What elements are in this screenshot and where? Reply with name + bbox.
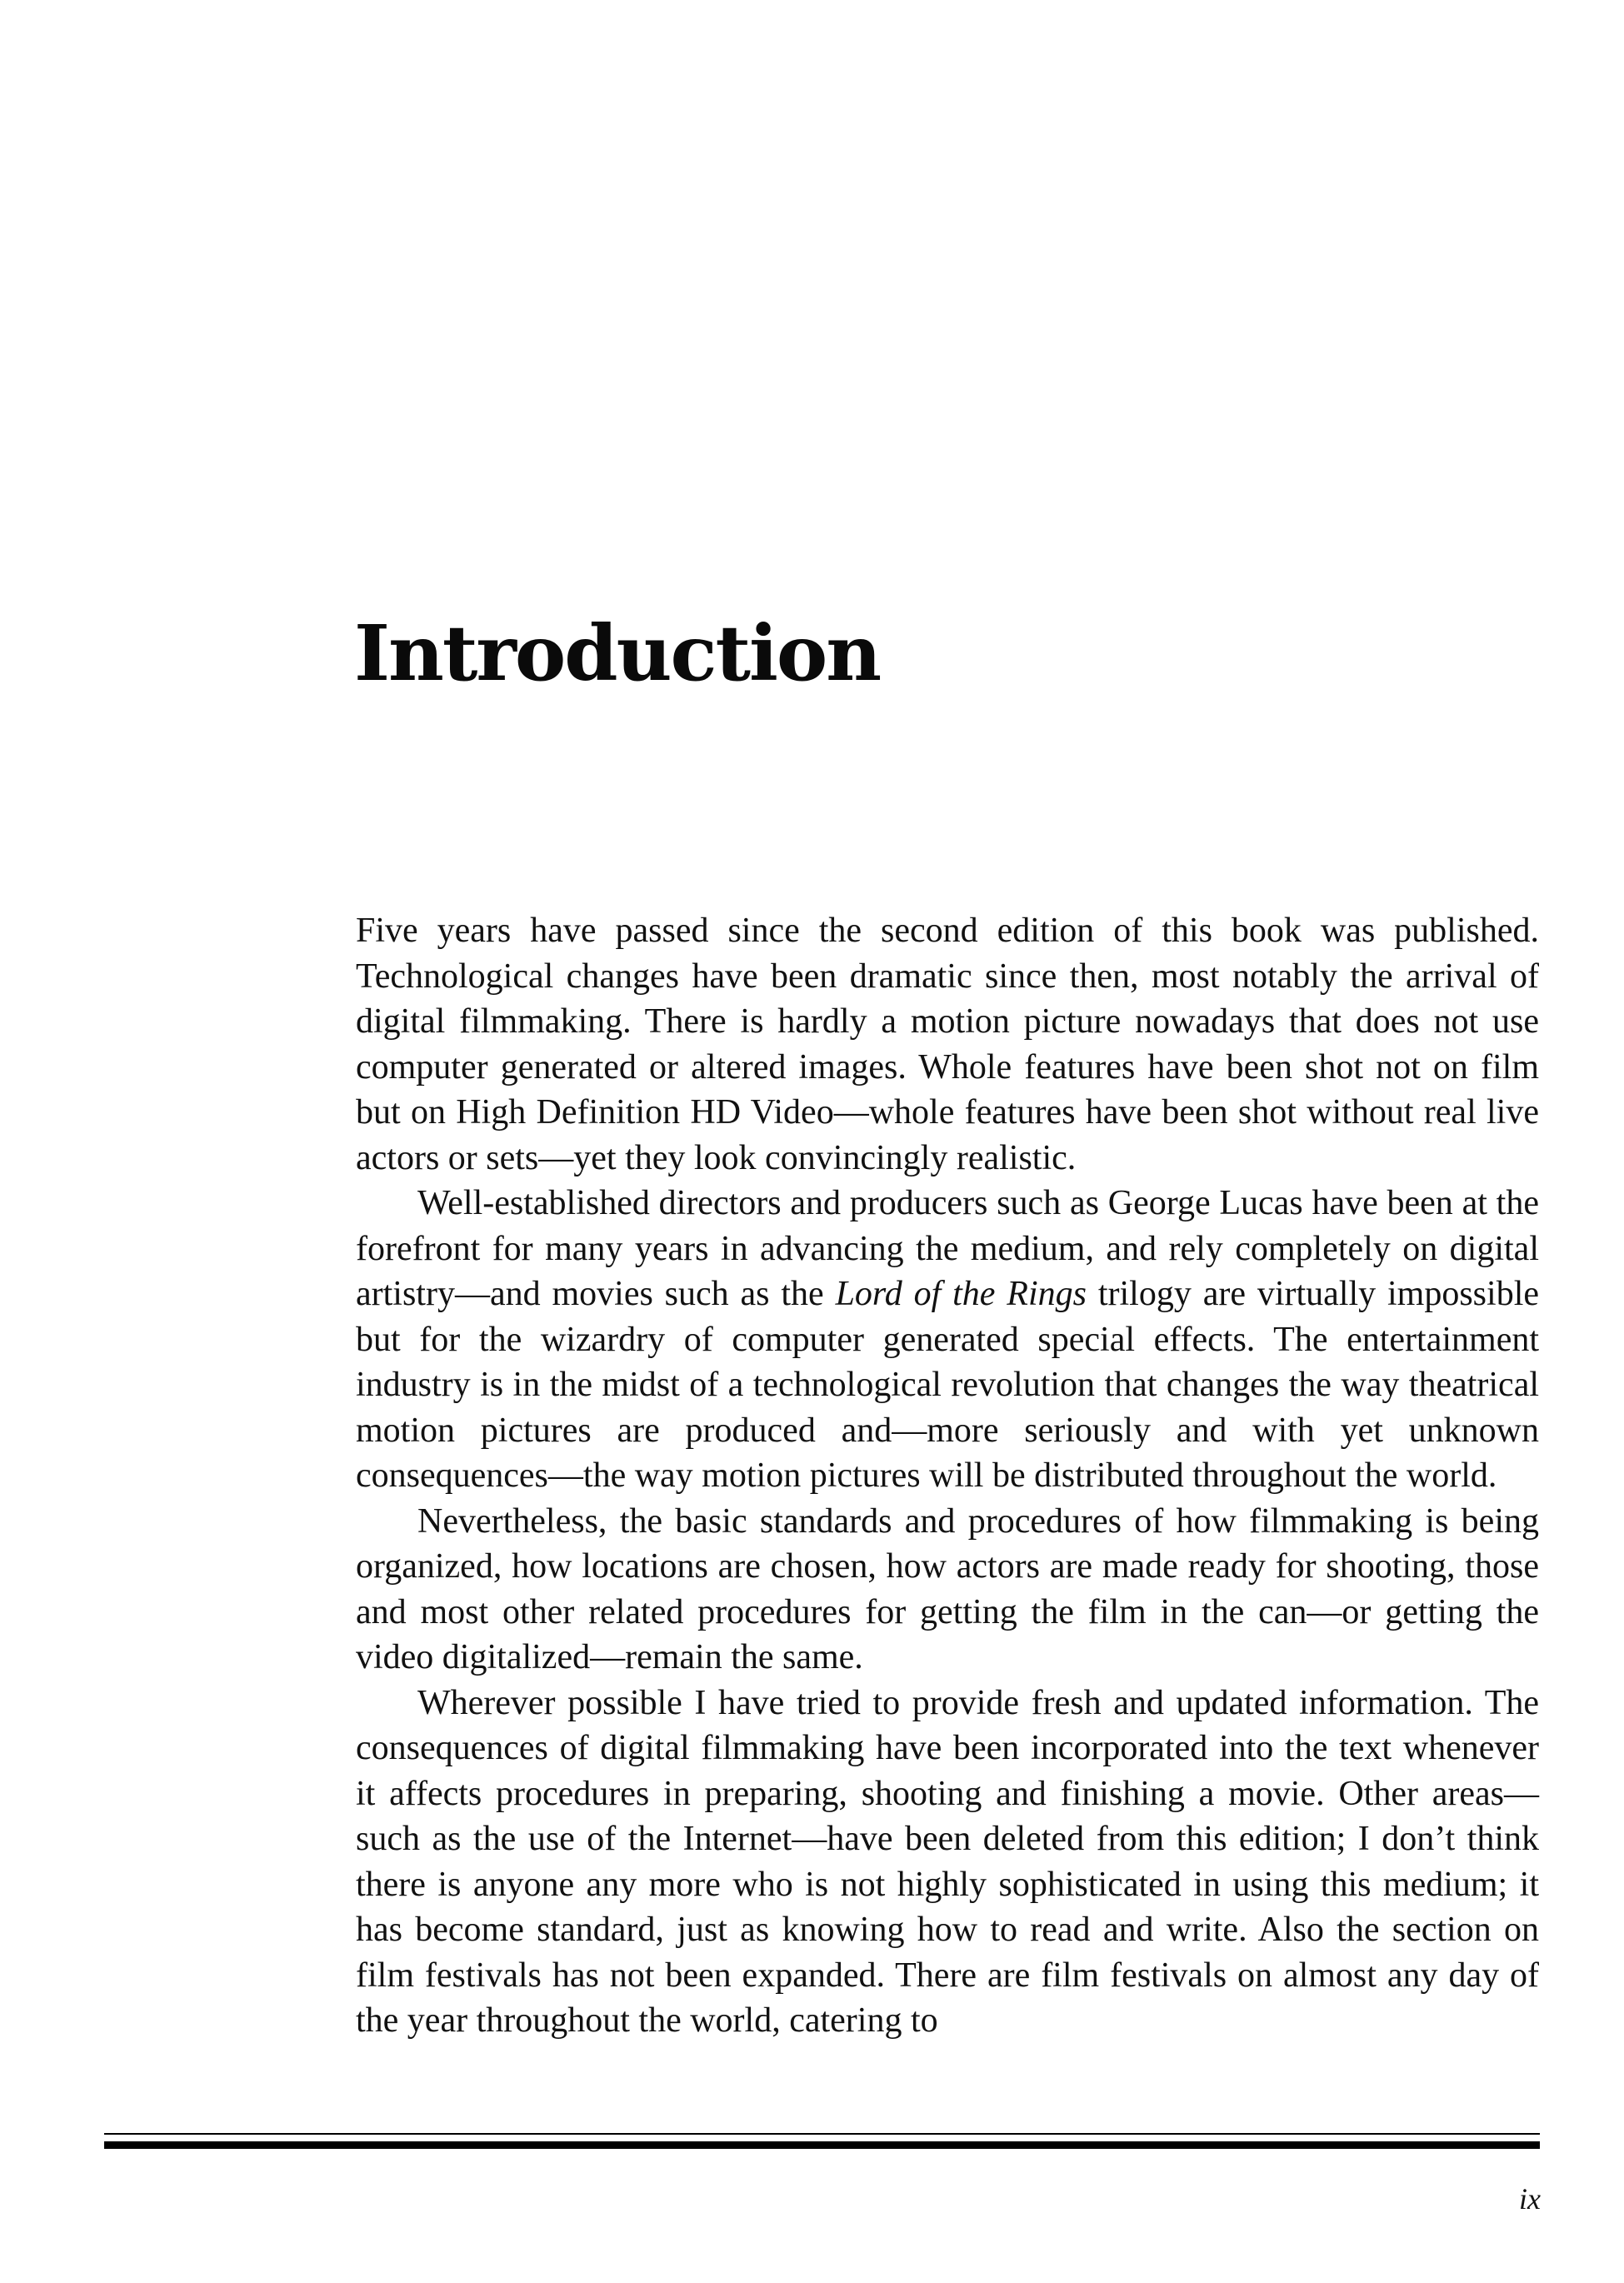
paragraph-1: Five years have passed since the second edition of this book was published. Technological changes have been dramatic since then, most notably the arrival of digital filmmaking. There is hardly a motion picture nowadays that does not use computer generated or altered images. Whole features have been shot not on film but on High Definition HD Video—whole features have been shot without real live actors or sets—yet they look convincingly realistic. — [356, 912, 1539, 1177]
paragraph-2-before: Well-established directors and producers such as George Lucas have been at the forefront for many years in advancing the medium, and rely completely on digital artistry—and movies such as the — [356, 1184, 1539, 1313]
paragraph-3: Nevertheless, the basic standards and procedures of how filmmaking is being organized, how locations are chosen, how actors are made ready for shooting, those and most other related procedures for getting the film in the can—or getting the video digitalized—remain the same. — [356, 1501, 1539, 1676]
chapter-title: Introduction — [354, 608, 881, 698]
paragraph-4: Wherever possible I have tried to provide fresh and updated information. The consequences of digital filmmaking have been incorporated into the text whenever it affects procedures in preparing, shooting and finishing a movie. Other areas—such as the use of the Internet—have been deleted from this edition; I don’t think there is anyone any more who is not highly sophisticated in using this medium; it has become standard, just as knowing how to read and write. Also the section on film festivals has not been expanded. There are film festivals on almost any day of the year throughout the world, catering to — [356, 1683, 1539, 2040]
paragraph-2 — [356, 1181, 1539, 1499]
footer-rule-thick — [104, 2141, 1540, 2149]
book-title-italic: Lord of the Rings — [835, 1275, 1087, 1313]
body-text — [356, 908, 1539, 2044]
paragraph-2-after: trilogy are virtually impossible but for the wizardry of computer generated special effects. The entertainment industry is in the midst of a technological revolution that changes the way theatrical motion pictures are produced and—more seriously and with yet unknown consequences—the way motion pictures will be distributed throughout the world. — [356, 1275, 1540, 1495]
footer-rule-thin — [104, 2133, 1540, 2135]
page-number: ix — [1519, 2182, 1541, 2216]
